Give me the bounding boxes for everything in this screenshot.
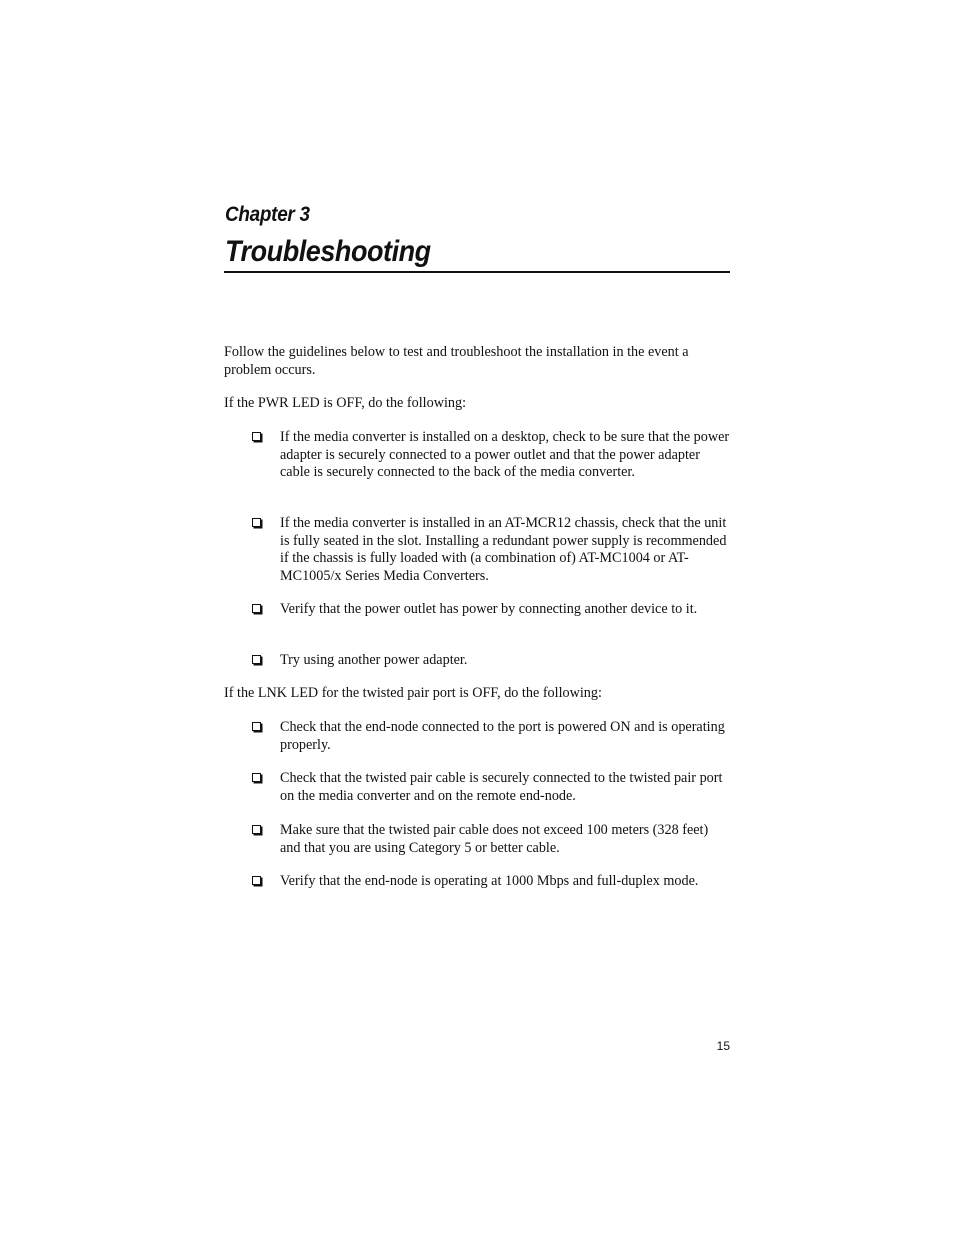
checkbox-bullet-icon xyxy=(252,825,261,834)
checkbox-bullet-icon xyxy=(252,773,261,782)
lnk-lead-paragraph: If the LNK LED for the twisted pair port is OFF, do the following: xyxy=(224,685,602,701)
bullet-text: Verify that the end-node is operating at 1000 Mbps and full-duplex mode. xyxy=(280,873,699,889)
checkbox-bullet-icon xyxy=(252,604,261,613)
bullet-text: Check that the end-node connected to the port is powered ON and is operating properly. xyxy=(280,719,725,753)
bullet-text: If the media converter is installed on a desktop, check to be sure that the power adapter is securely connected to a power outlet and that the power adapter cable is securely connected to the back of the media converter. xyxy=(280,429,730,481)
bullet-text: Try using another power adapter. xyxy=(280,652,468,668)
page-number: 15 xyxy=(716,1039,730,1053)
chapter-label: Chapter 3 xyxy=(225,203,310,226)
bullet-text: If the media converter is installed in an AT-MCR12 chassis, check that the unit is fully seated in the slot. Installing a redundant power supply is recommended if the chassis is fully loaded with (a combination of) AT-MC1004 or AT-MC1005/x Series Media Converters. xyxy=(280,515,727,584)
bullet-text: Make sure that the twisted pair cable does not exceed 100 meters (328 feet) and that you are using Category 5 or better cable. xyxy=(280,822,709,856)
checkbox-bullet-icon xyxy=(252,432,261,441)
checkbox-bullet-icon xyxy=(252,722,261,731)
chapter-title: Troubleshooting xyxy=(225,235,431,268)
checkbox-bullet-icon xyxy=(252,876,261,885)
intro-paragraph: Follow the guidelines below to test and troubleshoot the installation in the event a problem occurs. xyxy=(224,344,689,378)
title-rule xyxy=(224,271,730,273)
pwr-lead-paragraph: If the PWR LED is OFF, do the following: xyxy=(224,395,467,411)
checkbox-bullet-icon xyxy=(252,655,261,664)
bullet-text: Verify that the power outlet has power by connecting another device to it. xyxy=(280,601,698,617)
checkbox-bullet-icon xyxy=(252,518,261,527)
bullet-text: Check that the twisted pair cable is securely connected to the twisted pair port on the media converter and on the remote end-node. xyxy=(280,770,723,804)
